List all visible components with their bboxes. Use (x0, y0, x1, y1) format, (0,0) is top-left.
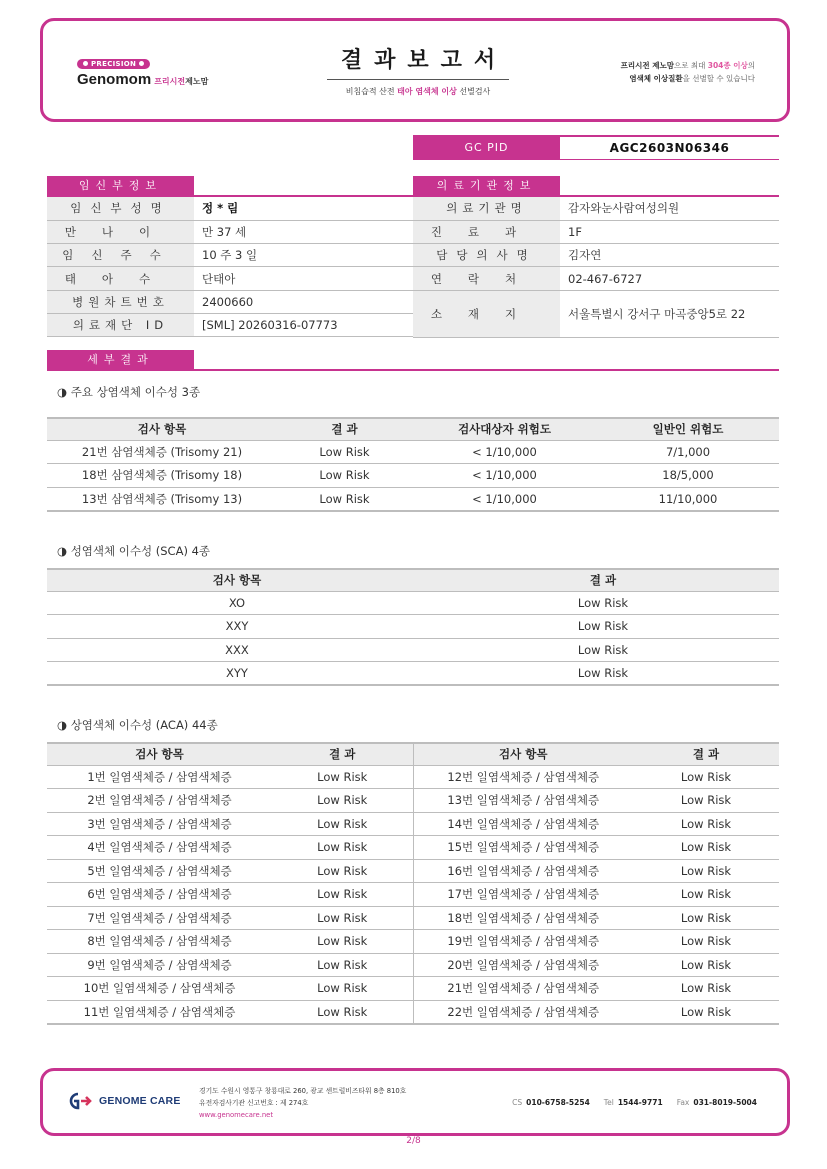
cell-item: 2번 일염색체증 / 삼염색체증 (47, 789, 272, 813)
table-row (47, 615, 779, 639)
info-row (47, 313, 413, 336)
col-header: 검사 항목 (47, 569, 427, 591)
table-row (47, 464, 779, 488)
cell-result: Low Risk (633, 953, 779, 977)
cell-result: Low Risk (633, 765, 779, 789)
sca-heading: ◑ 성염색체 이수성 (SCA) 4종 (57, 544, 211, 558)
cell-general-risk: 18/5,000 (597, 464, 779, 488)
title-block (303, 43, 533, 97)
institution-name: 감자와눈사람여성의원 (560, 197, 779, 220)
contact-value: 031-8019-5004 (693, 1098, 757, 1107)
badge-dot-icon (139, 61, 144, 66)
table-row (47, 765, 779, 789)
gcpid-row (413, 135, 779, 160)
cell-item: 14번 일염색체증 / 삼염색체증 (413, 812, 633, 836)
col-header: 검사 항목 (47, 743, 272, 765)
subtitle-pre: 비침습적 산전 (345, 87, 395, 96)
cell-item: 13번 삼염색체증 (Trisomy 13) (47, 487, 277, 511)
col-header: 검사대상자 위험도 (412, 418, 597, 440)
company-name: GENOME CARE (99, 1095, 181, 1107)
report-footer (40, 1068, 790, 1136)
contact-label: Tel (603, 1098, 614, 1107)
subtitle-post: 선별검사 (459, 87, 491, 96)
cell-result: Low Risk (633, 883, 779, 907)
section-rule (47, 369, 779, 371)
cell-result: Low Risk (427, 638, 779, 662)
cell-result: Low Risk (272, 953, 413, 977)
major-aneuploidy-heading: ◑ 주요 상염색체 이수성 3종 (57, 385, 201, 399)
contact-fax (677, 1098, 757, 1107)
table-row (47, 883, 779, 907)
table-row (47, 440, 779, 464)
gcpid-label: GC PID (413, 137, 560, 159)
header-tagline (621, 59, 755, 85)
info-row (413, 267, 779, 290)
info-row (413, 220, 779, 243)
contact-label: Fax (676, 1098, 690, 1107)
info-label: 태아수 (47, 267, 194, 290)
cell-item: 9번 일염색체증 / 삼염색체증 (47, 953, 272, 977)
gcpid-value: AGC2603N06346 (609, 141, 730, 155)
table-row (47, 1000, 779, 1024)
aca-heading: ◑ 상염색체 이수성 (ACA) 44종 (57, 718, 218, 732)
info-value: 10 주 3 일 (194, 244, 413, 267)
table-row (47, 906, 779, 930)
cell-item: 22번 일염색체증 / 삼염색체증 (413, 1000, 633, 1024)
info-label: 진료과 (413, 220, 560, 243)
table-row (47, 953, 779, 977)
table-row (47, 930, 779, 954)
table-row (47, 638, 779, 662)
contact-cs (512, 1098, 590, 1107)
info-label: 의료기관명 (413, 197, 560, 220)
col-header: 검사 항목 (413, 743, 633, 765)
aca-table-body (47, 765, 779, 1024)
page-subtitle (303, 86, 533, 97)
cell-result: Low Risk (277, 464, 412, 488)
brand-sub-dark: 제노맘 (185, 77, 209, 86)
info-value: 서울특별시 강서구 마곡중앙5로 22 (560, 290, 779, 337)
genomom-logo (77, 55, 208, 88)
genomecare-logo (67, 1092, 181, 1110)
info-label: 병원차트번호 (47, 290, 194, 313)
cell-result: Low Risk (272, 836, 413, 860)
company-address: 경기도 수원시 영통구 창룡대로 260, 광교 센트럴비즈타워 8층 810호 (199, 1087, 407, 1095)
patient-name: 정 * 림 (194, 197, 413, 220)
cell-subject-risk: < 1/10,000 (412, 487, 597, 511)
cell-result: Low Risk (427, 662, 779, 686)
license-number: 유전자검사기관 신고번호 : 제 274호 (199, 1099, 309, 1107)
col-header: 결 과 (427, 569, 779, 591)
info-label: 임신부성명 (47, 197, 194, 220)
info-row (413, 197, 779, 220)
brand-name (77, 71, 208, 88)
table-row (47, 836, 779, 860)
badge-dot-icon (83, 61, 88, 66)
brand-sub-pink: 프리시전 (154, 77, 186, 86)
section-detail-results: 세부결과 (47, 350, 194, 370)
table-row (47, 812, 779, 836)
cell-subject-risk: < 1/10,000 (412, 464, 597, 488)
cell-item: 12번 일염색체증 / 삼염색체증 (413, 765, 633, 789)
cell-result: Low Risk (272, 977, 413, 1001)
info-row (47, 267, 413, 290)
cell-item: 4번 일염색체증 / 삼염색체증 (47, 836, 272, 860)
cell-result: Low Risk (277, 440, 412, 464)
table-row (47, 977, 779, 1001)
cell-item: 1번 일염색체증 / 삼염색체증 (47, 765, 272, 789)
major-aneuploidy-table (47, 417, 779, 512)
cell-item: 7번 일염색체증 / 삼염색체증 (47, 906, 272, 930)
info-label: 연락처 (413, 267, 560, 290)
cell-result: Low Risk (277, 487, 412, 511)
table-row (47, 859, 779, 883)
cell-item: 17번 일염색체증 / 삼염색체증 (413, 883, 633, 907)
col-header: 결 과 (633, 743, 779, 765)
cell-result: Low Risk (633, 789, 779, 813)
cell-item: 8번 일염색체증 / 삼염색체증 (47, 930, 272, 954)
info-value: 단태아 (194, 267, 413, 290)
cell-result: Low Risk (633, 930, 779, 954)
col-header: 검사 항목 (47, 418, 277, 440)
cell-item: 21번 일염색체증 / 삼염색체증 (413, 977, 633, 1001)
cell-general-risk: 7/1,000 (597, 440, 779, 464)
sca-table (47, 568, 779, 686)
cell-result: Low Risk (427, 591, 779, 615)
table-row (47, 591, 779, 615)
tagline-disease: 염색체 이상질환 (629, 74, 683, 83)
page-title: 결과보고서 (340, 48, 508, 73)
cell-item: XXY (47, 615, 427, 639)
cell-subject-risk: < 1/10,000 (412, 440, 597, 464)
cell-result: Low Risk (633, 812, 779, 836)
website-link[interactable]: www.genomecare.net (199, 1111, 274, 1119)
info-value: 김자연 (560, 244, 779, 267)
report-header (40, 18, 790, 122)
aca-table (47, 742, 779, 1025)
cell-result: Low Risk (633, 836, 779, 860)
cell-item: 20번 일염색체증 / 삼염색체증 (413, 953, 633, 977)
genomecare-mark-icon (67, 1092, 95, 1110)
precision-label: PRECISION (91, 59, 137, 68)
cell-item: 18번 삼염색체증 (Trisomy 18) (47, 464, 277, 488)
cell-item: 6번 일염색체증 / 삼염색체증 (47, 883, 272, 907)
cell-item: 10번 일염색체증 / 삼염색체증 (47, 977, 272, 1001)
cell-result: Low Risk (633, 859, 779, 883)
info-value: 만 37 세 (194, 220, 413, 243)
col-header: 결 과 (277, 418, 412, 440)
info-value: [SML] 20260316-07773 (194, 313, 413, 336)
info-label: 소재지 (413, 290, 560, 337)
cell-item: 11번 일염색체증 / 삼염색체증 (47, 1000, 272, 1024)
institution-info-table (413, 197, 779, 338)
table-row (47, 662, 779, 686)
precision-badge (77, 59, 150, 69)
cell-item: XO (47, 591, 427, 615)
cell-result: Low Risk (272, 930, 413, 954)
cell-item: 15번 일염색체증 / 삼염색체증 (413, 836, 633, 860)
section-pregnant-info: 임신부정보 (47, 176, 194, 196)
table-header (47, 743, 779, 765)
cell-result: Low Risk (633, 1000, 779, 1024)
info-row (47, 220, 413, 243)
page-number: 2/8 (406, 1136, 421, 1146)
cell-item: 3번 일염색체증 / 삼염색체증 (47, 812, 272, 836)
info-row (413, 244, 779, 267)
tagline-end-2: 을 선별할 수 있습니다 (682, 74, 755, 83)
tagline-line-1 (621, 59, 755, 72)
cell-item: 13번 일염색체증 / 삼염색체증 (413, 789, 633, 813)
tagline-mid: 으로 최대 (673, 61, 706, 70)
subtitle-highlight: 태아 염색체 이상 (397, 87, 457, 96)
info-label: 담당의사명 (413, 244, 560, 267)
cell-item: 18번 일염색체증 / 삼염색체증 (413, 906, 633, 930)
table-header (47, 418, 779, 440)
cell-result: Low Risk (633, 906, 779, 930)
cell-result: Low Risk (272, 765, 413, 789)
contact-value: 010-6758-5254 (526, 1098, 590, 1107)
col-header: 결 과 (272, 743, 413, 765)
info-row (413, 290, 779, 337)
cell-result: Low Risk (272, 906, 413, 930)
info-value: 1F (560, 220, 779, 243)
section-institution-info: 의료기관정보 (413, 176, 560, 196)
contact-value: 1544-9771 (617, 1098, 663, 1107)
info-row (47, 290, 413, 313)
cell-item: 19번 일염색체증 / 삼염색체증 (413, 930, 633, 954)
info-label: 만나이 (47, 220, 194, 243)
title-divider (327, 79, 509, 80)
info-row (47, 244, 413, 267)
cell-result: Low Risk (427, 615, 779, 639)
footer-contacts (512, 1098, 757, 1107)
contact-tel (604, 1098, 663, 1107)
pregnant-info-table (47, 197, 413, 337)
cell-item: XXX (47, 638, 427, 662)
info-label: 의료재단 ID (47, 313, 194, 336)
brand-text: Genomom (77, 71, 152, 88)
cell-result: Low Risk (272, 883, 413, 907)
table-header (47, 569, 779, 591)
info-value: 02-467-6727 (560, 267, 779, 290)
tagline-product: 프리시전 제노맘 (620, 61, 674, 70)
cell-general-risk: 11/10,000 (597, 487, 779, 511)
footer-address-block (199, 1085, 406, 1121)
table-row (47, 487, 779, 511)
table-row (47, 789, 779, 813)
tagline-line-2 (621, 72, 755, 85)
cell-result: Low Risk (633, 977, 779, 1001)
cell-item: 5번 일염색체증 / 삼염색체증 (47, 859, 272, 883)
cell-item: 21번 삼염색체증 (Trisomy 21) (47, 440, 277, 464)
contact-label: CS (512, 1098, 523, 1107)
tagline-end: 의 (747, 61, 755, 70)
col-header: 일반인 위험도 (597, 418, 779, 440)
cell-result: Low Risk (272, 859, 413, 883)
cell-result: Low Risk (272, 789, 413, 813)
cell-result: Low Risk (272, 1000, 413, 1024)
info-label: 임신주수 (47, 244, 194, 267)
cell-item: 16번 일염색체증 / 삼염색체증 (413, 859, 633, 883)
cell-result: Low Risk (272, 812, 413, 836)
info-row (47, 197, 413, 220)
info-value: 2400660 (194, 290, 413, 313)
cell-item: XYY (47, 662, 427, 686)
tagline-count: 304종 이상 (707, 61, 748, 70)
